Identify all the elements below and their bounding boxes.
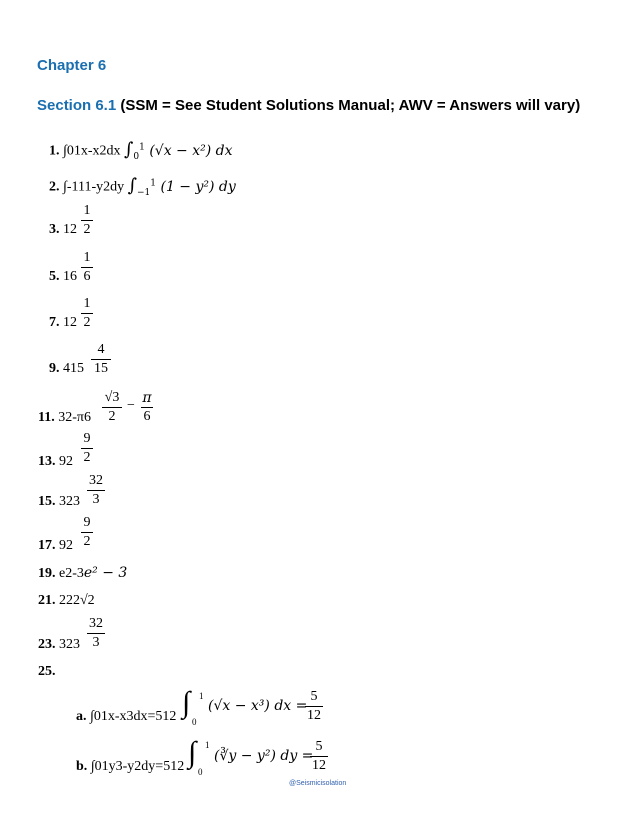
answer-text: ∫01x-x2dx xyxy=(63,143,121,159)
minus-sign: − xyxy=(127,398,135,413)
item-number: 1. xyxy=(49,143,60,159)
item-number: 21. xyxy=(38,593,56,608)
upper-limit: 1 xyxy=(199,691,204,701)
item-number: 25. xyxy=(38,664,56,679)
chapter-title: Chapter 6 xyxy=(37,57,107,74)
answer-text: 415 xyxy=(63,361,84,376)
answer-25b xyxy=(76,759,184,775)
fraction: π 6 xyxy=(142,390,152,424)
section-number: Section 6.1 xyxy=(37,97,117,114)
answer-math: $\int_{-1}^1$ (1 − y²) dy xyxy=(127,174,236,198)
fraction: 9 2 xyxy=(81,515,93,550)
item-number: 23. xyxy=(38,637,56,652)
upper-limit: 1 xyxy=(205,740,210,750)
item-label: a. xyxy=(76,709,87,724)
answer-text: 92 xyxy=(59,538,73,553)
fraction: 1 2 xyxy=(81,203,93,238)
section-note: (SSM = See Student Solutions Manual; AWV = Answers will vary) xyxy=(116,97,581,114)
integral-sign: ∫ xyxy=(182,686,191,719)
item-number: 15. xyxy=(38,494,56,509)
lower-limit: 0 xyxy=(198,767,203,777)
answer-text: e2-3 xyxy=(59,566,84,581)
item-number: 19. xyxy=(38,566,56,581)
answer-text: 16 xyxy=(63,269,77,284)
fraction: 1 6 xyxy=(81,250,93,285)
answer-25a xyxy=(76,709,176,725)
item-label: b. xyxy=(76,759,88,774)
answer-text: 323 xyxy=(59,637,80,652)
answer-math: $\int_0^1$ (√x − x²) dx xyxy=(124,138,233,162)
answer-text: 22 xyxy=(59,593,73,608)
fraction: √3 2 xyxy=(102,390,122,425)
integrand: (∛y − y²) dy = xyxy=(214,748,314,764)
answer-2 xyxy=(49,175,236,200)
fraction: 5 12 xyxy=(312,739,326,773)
item-number: 9. xyxy=(49,361,60,376)
item-number: 13. xyxy=(38,454,56,469)
answer-text: 92 xyxy=(59,454,73,469)
fraction: 32 3 xyxy=(89,616,103,650)
item-number: 2. xyxy=(49,179,60,195)
answer-text: ∫01y3-y2dy=512 xyxy=(90,759,185,774)
item-number: 5. xyxy=(49,269,60,284)
item-number: 7. xyxy=(49,315,60,330)
section-heading xyxy=(37,97,580,114)
answer-23 xyxy=(38,637,80,653)
answer-1 xyxy=(49,139,233,164)
answer-text: 32-π6 xyxy=(58,410,91,425)
answer-13 xyxy=(38,454,73,470)
answer-9 xyxy=(49,361,84,377)
fraction: 32 3 xyxy=(89,473,103,507)
item-number: 17. xyxy=(38,538,56,553)
answer-19 xyxy=(38,565,127,582)
item-number: 11. xyxy=(38,410,55,425)
lower-limit: 0 xyxy=(192,717,197,727)
fraction: 4 15 xyxy=(91,342,111,377)
answer-11 xyxy=(38,410,91,426)
integral-sign: ∫ xyxy=(188,736,197,769)
answer-25 xyxy=(38,664,56,680)
fraction: 9 2 xyxy=(81,431,93,466)
integrand: (√x − x³) dx = xyxy=(208,698,308,714)
answer-math: e² − 3 xyxy=(83,565,128,581)
answer-text: 12 xyxy=(63,315,77,330)
answer-15 xyxy=(38,494,80,510)
answer-3 xyxy=(49,222,77,238)
answer-5 xyxy=(49,269,77,285)
answer-text: ∫01x-x3dx=512 xyxy=(90,709,177,724)
answer-17 xyxy=(38,538,73,554)
answer-math: 2√2 xyxy=(73,593,95,608)
item-number: 3. xyxy=(49,222,60,237)
answer-text: 323 xyxy=(59,494,80,509)
answer-7 xyxy=(49,315,77,331)
watermark: @Seismicisolation xyxy=(289,780,347,787)
answer-21 xyxy=(38,593,95,609)
answer-text: ∫-111-y2dy xyxy=(63,179,125,195)
fraction: 5 12 xyxy=(307,689,321,723)
answer-text: 12 xyxy=(63,222,77,237)
fraction: 1 2 xyxy=(81,296,93,331)
